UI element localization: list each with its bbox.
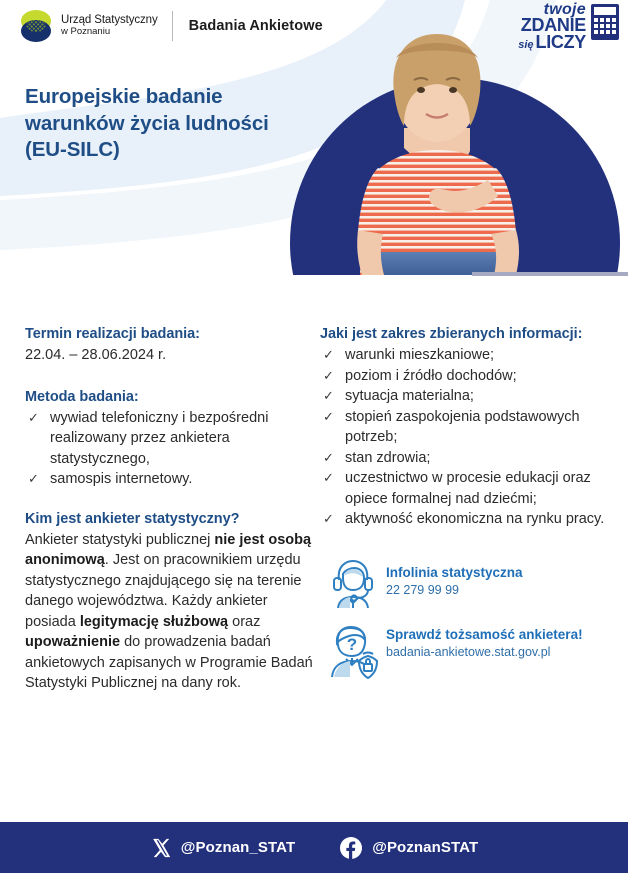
survey-section-title: Badania Ankietowe (188, 18, 323, 34)
list-item (320, 407, 608, 448)
campaign-line-liczy: LICZY (535, 32, 586, 52)
facebook-icon (339, 836, 363, 860)
list-item (320, 448, 608, 469)
social-link-facebook[interactable] (339, 836, 478, 860)
hotline-title: Infolinia statystyczna (386, 564, 523, 580)
check-icon: ✓ (323, 347, 334, 362)
term-heading: Termin realizacji badania: (25, 326, 200, 342)
method-list (25, 408, 317, 490)
list-item-label: samospis internetowy. (50, 471, 193, 487)
calculator-icon (590, 3, 620, 41)
verify-identity-block[interactable] (320, 623, 608, 684)
who-text-1: Ankieter statystyki publicznej (25, 531, 215, 548)
list-item (320, 509, 608, 530)
svg-text:?: ? (346, 634, 358, 654)
list-item (320, 386, 608, 407)
who-paragraph (25, 530, 317, 694)
who-text-3: oraz (228, 613, 261, 630)
list-item-label: stan zdrowia; (345, 449, 431, 466)
term-value: 22.04. – 28.06.2024 r. (25, 347, 167, 363)
hotline-phone[interactable]: 22 279 99 99 (386, 583, 459, 597)
header-banner (0, 0, 628, 283)
statistics-office-logo-icon (19, 9, 53, 43)
social-link-x[interactable] (150, 837, 295, 859)
list-item-label: uczestnictwo w procesie edukacji oraz opiece formalnej nad dziećmi; (345, 470, 591, 507)
who-text-2: . Jest on pracownikiem urzędu statystycznego znajdującego się na terenie danego województwa. Każdy ankieter posiada (25, 552, 302, 630)
footer-bar (0, 822, 628, 873)
facebook-handle: @PoznanSTAT (372, 839, 479, 856)
check-icon: ✓ (323, 408, 334, 424)
verify-url[interactable]: badania-ankietowe.stat.gov.pl (386, 645, 551, 659)
right-column (320, 325, 608, 684)
method-heading: Metoda badania: (25, 388, 139, 405)
x-handle: @Poznan_STAT (180, 839, 296, 856)
who-text-4: do prowadzenia badań ankietowych zapisanych w Programie Badań Statystyki Publicznej na dany rok. (25, 634, 313, 691)
campaign-line-sie: się (518, 39, 534, 51)
check-icon: ✓ (323, 388, 334, 403)
verify-title: Sprawdź tożsamość ankietera! (386, 626, 583, 642)
who-heading: Kim jest ankieter statystyczny? (25, 510, 240, 527)
check-icon: ✓ (28, 471, 39, 486)
who-bold-1: nie jest osobą anonimową (25, 531, 312, 568)
list-item (25, 469, 317, 490)
list-item (320, 345, 608, 366)
page-title: Europejskie badanie warunków życia ludności (EU-SILC) (25, 85, 269, 161)
list-item (320, 366, 608, 387)
content-columns (0, 325, 628, 694)
hotline-block (320, 556, 608, 615)
list-item-label: aktywność ekonomiczna na rynku pracy. (345, 511, 605, 527)
who-bold-3: upoważnienie (25, 634, 121, 650)
list-item-label: wywiad telefoniczny i bezpośredni realizowany przez ankietera statystycznego, (50, 409, 269, 467)
office-name (61, 14, 158, 38)
check-icon: ✓ (323, 449, 334, 465)
office-name-line1: Urząd Statystyczny (61, 14, 158, 27)
scope-heading: Jaki jest zakres zbieranych informacji: (320, 326, 583, 342)
headset-operator-icon (320, 556, 386, 615)
check-icon: ✓ (323, 511, 334, 526)
who-bold-2: legitymację służbową (79, 613, 229, 630)
list-item-label: warunki mieszkaniowe; (345, 347, 495, 363)
campaign-line-twoje: twoje (543, 1, 586, 18)
scope-list (320, 345, 608, 530)
campaign-line-zdanie: ZDANIE (520, 15, 586, 35)
left-column (25, 325, 317, 694)
check-icon: ✓ (28, 409, 39, 425)
vertical-divider (172, 11, 173, 41)
campaign-logo (502, 2, 620, 50)
check-icon: ✓ (323, 470, 334, 485)
x-twitter-icon (150, 837, 172, 859)
list-item-label: poziom i źródło dochodów; (345, 367, 517, 384)
list-item (25, 408, 317, 470)
office-name-line2: w Poznaniu (61, 26, 111, 38)
list-item-label: stopień zaspokojenia podstawowych potrzeb; (345, 408, 580, 445)
list-item (320, 468, 608, 509)
list-item-label: sytuacja materialna; (345, 388, 474, 404)
person-question-shield-lock-icon (320, 623, 386, 684)
header-rule (472, 272, 628, 276)
check-icon: ✓ (323, 367, 334, 383)
